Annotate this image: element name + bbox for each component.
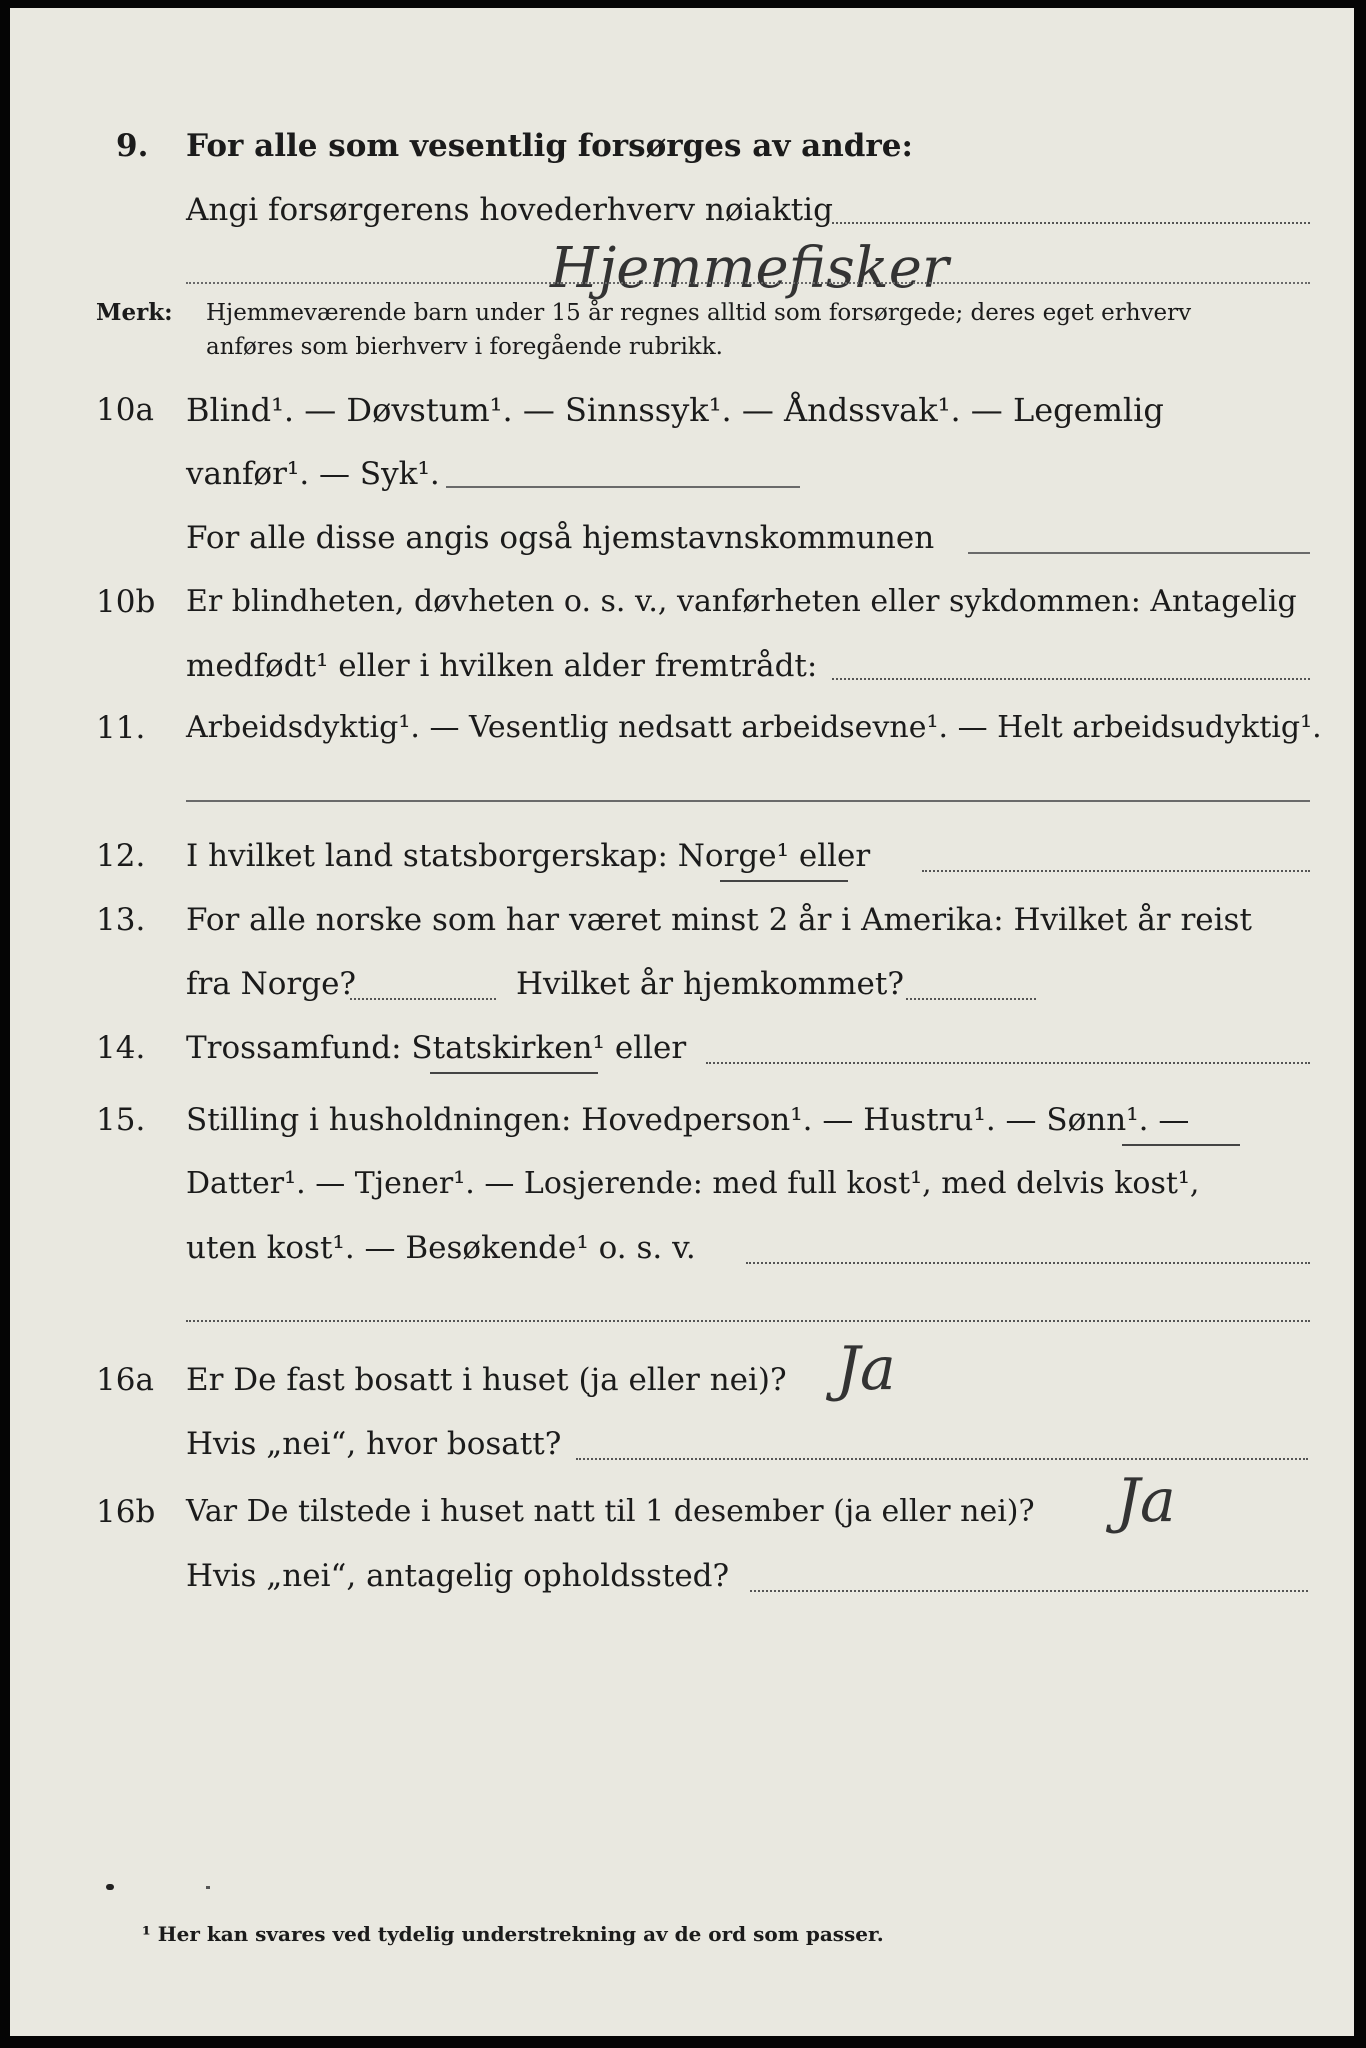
q15-answer-line-2 [186,1320,1310,1322]
q11-number: 11. [96,710,146,746]
q10a-number: 10a [96,392,154,428]
q16a-line-2: Hvis „nei“, hvor bosatt? [186,1426,562,1462]
q9-number: 9. [116,128,149,164]
statskirken-underline-mark [430,1072,598,1074]
q12-answer-line [922,870,1310,872]
q16a-line-1: Er De fast bosatt i huset (ja eller nei)? [186,1362,787,1398]
q16a-handwritten-answer: Ja [836,1334,896,1404]
q16b-answer-line [750,1590,1308,1592]
q11-line-1: Arbeidsdyktig¹. — Vesentlig nedsatt arbeidsevne¹. — Helt arbeidsudyktig¹. [186,710,1322,745]
q12-number: 12. [96,838,146,874]
stray-ink-mark [106,1884,114,1890]
q16b-line-2: Hvis „nei“, antagelig opholdssted? [186,1558,730,1594]
q13-number: 13. [96,902,146,938]
q10b-answer-line [832,678,1310,680]
stray-dot-mark [206,1886,210,1889]
q10a-answer-line-2 [968,552,1310,554]
q9-handwritten-answer: Hjemmefisker [550,236,949,301]
q16a-number: 16a [96,1362,154,1398]
merk-text-2: anføres som bierhverv i foregående rubrikk. [206,334,723,360]
q10a-line-2: vanfør¹. — Syk¹. [186,456,440,492]
q11-answer-line [186,800,1310,802]
census-form-page [10,8,1354,2036]
q16b-handwritten-answer: Ja [1116,1466,1176,1536]
q9-title: For alle som vesentlig forsørges av andre: [186,128,913,164]
q15-line-1: Stilling i husholdningen: Hovedperson¹. — Hustru¹. — Sønn¹. — [186,1102,1190,1138]
norge-underline-mark [720,880,848,882]
q14-number: 14. [96,1030,146,1066]
q15-number: 15. [96,1102,146,1138]
q16b-line-1: Var De tilstede i huset natt til 1 desember (ja eller nei)? [186,1494,1035,1529]
q10b-line-1: Er blindheten, døvheten o. s. v., vanførheten eller sykdommen: Antagelig [186,584,1297,619]
q13-year-returned-line [906,998,1036,1000]
q15-line-3: uten kost¹. — Besøkende¹ o. s. v. [186,1230,696,1266]
footnote: ¹ Her kan svares ved tydelig understrekning av de ord som passer. [142,1922,884,1946]
q9-answer-line-2 [186,282,1310,284]
q16b-number: 16b [96,1494,156,1530]
q10a-line-3: For alle disse angis også hjemstavnskommunen [186,520,935,556]
sonn-underline-mark [1122,1144,1240,1146]
q15-line-2: Datter¹. — Tjener¹. — Losjerende: med full kost¹, med delvis kost¹, [186,1166,1200,1201]
q13-year-left-line [350,998,496,1000]
q10b-line-2: medfødt¹ eller i hvilken alder fremtrådt: [186,648,818,684]
merk-text-1: Hjemmeværende barn under 15 år regnes alltid som forsørgede; deres eget erhverv [206,300,1192,326]
q10b-number: 10b [96,584,156,620]
q16a-answer-line [576,1458,1308,1460]
q9-answer-line-1 [832,222,1310,224]
q13-line-2b: Hvilket år hjemkommet? [516,966,904,1002]
q9-prompt: Angi forsørgerens hovederhverv nøiaktig [186,192,833,228]
q14-line-1: Trossamfund: Statskirken¹ eller [186,1030,687,1066]
q13-line-2a: fra Norge? [186,966,357,1002]
q15-answer-line-1 [746,1262,1310,1264]
q10a-line-1: Blind¹. — Døvstum¹. — Sinnssyk¹. — Åndssvak¹. — Legemlig [186,391,1164,429]
merk-label: Merk: [96,299,173,326]
q12-line-1: I hvilket land statsborgerskap: Norge¹ eller [186,838,871,874]
q10a-answer-line-1 [446,486,800,488]
q14-answer-line [706,1062,1310,1064]
q13-line-1: For alle norske som har været minst 2 år i Amerika: Hvilket år reist [186,902,1252,938]
